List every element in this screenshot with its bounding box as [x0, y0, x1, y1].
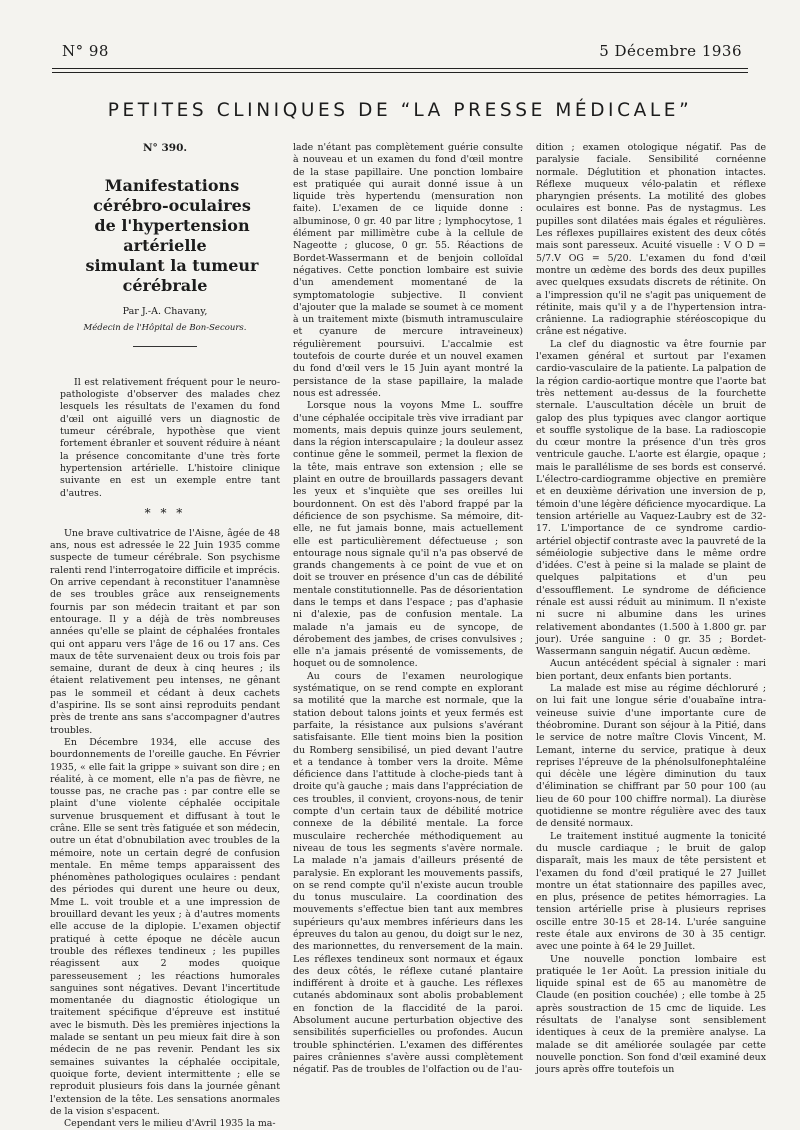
body-paragraph: Au cours de l'examen neurologique systématique, on se rend compte en explorant sa motilité que la marche est normale, que la station debout talons joints et yeux fermés est parfaite, la résistance aux pulsions s'avérant satisfaisante. Elle tient moins bien la position du Romberg sensibilisé, un pied devant l'autre et a tendance à tomber vers la droite. Même déficience dans l'attitude à cloche-pieds tant à droite qu'à gauche ; mais dans l'appréciation de ces troubles, il convient, croyons-nous, de tenir compte d'un certain taux de débilité motrice connexe de la débilité mentale. La force musculaire recherchée méthodiquement au niveau de tous les segments s'avère normale. La malade n'a jamais d'ailleurs présenté de paralysie. En explorant les mouvements passifs, on se rend compte qu'il n'existe aucun trouble du tonus musculaire. La coordination des mouvements s'effectue bien tant aux membres supérieurs qu'aux membres inférieurs dans les épreuves du talon au genou, du doigt sur le nez, des marionnettes, du renversement de la main. Les réflexes tendineux sont normaux et égaux des deux côtés, le réflexe cutané plantaire indifférent à droite et à gauche. Les réflexes cutanés abdominaux sont abolis probablement en fonction de la flaccidité de la paroi. Absolument aucune perturbation objective des sensibilités superficielles ou profondes. Aucun trouble sphinctérien. L'examen des différentes paires crâniennes s'avère aussi complètement négatif. Pas de troubles de l'olfaction ou de l'au- [293, 670, 523, 1076]
issue-number: N° 98 [62, 42, 109, 60]
article-body [50, 142, 766, 1130]
body-paragraph: Une nouvelle ponction lombaire est pratiquée le 1er Août. La pression initiale du liquide spinal est de 65 au manomètre de Claude (en position couchée) ; elle tombe à 25 après soustraction de 15 cmc de liquide. Les résultats de l'analyse sont sensiblement identiques à ceux de la première analyse. La malade se dit améliorée soulagée par cette nouvelle ponction. Son fond d'œil examiné deux jours après offre toutefois un [536, 953, 766, 1076]
author: Par J.-A. Chavany, [122, 306, 208, 318]
title-line: cérébro-oculaires [93, 196, 251, 216]
body-paragraph: La malade est mise au régime déchloruré ; on lui fait une longue série d'ouabaïne intra-veineuse suivie d'une importante cure de théobromine. Durant son séjour à la Pitié, dans le service de notre maître Clovis Vincent, M. Lemant, interne du service, pratique à deux reprises l'épreuve de la phénolsulfonephtaléine qui décèle une légère diminution du taux d'élimination se chiffrant par 50 pour 100 (au lieu de 60 pour 100 chiffre normal). La diurèse quotidienne se montre régulière avec des taux de densité normaux. [536, 683, 766, 830]
body-paragraph: La clef du diagnostic va être fournie par l'examen général et surtout par l'examen cardio-vasculaire de la patiente. La palpation de la région cardio-aortique montre que l'aorte bat très nettement au-dessus de la fourchette sternale. L'auscultation décèle un bruit de galop des plus typiques avec clangor aortique et souffle systolique de la base. La radioscopie du cœur montre la présence d'un très gros ventricule gauche. L'aorte est élargie, opaque ; mais le parallélisme de ses bords est conservé. L'électro-cardiogramme objective en première et en deuxième dérivation une inversion de p, témoin d'une légère déficience myocardique. La tension artérielle au Vaquez-Laubry est de 32-17. L'importance de ce syndrome cardio-artériel objectif contraste avec la pauvreté de la séméiologie subjective dans le même ordre d'idées. C'est à peine si la malade se plaint de quelques palpitations et d'un peu d'essoufflement. Le syndrome de déficience rénale est aussi réduit au minimum. Il n'existe ni sucre ni albumine dans les urines relativement abondantes (1.500 à 1.800 gr. par jour). Urée sanguine : 0 gr. 35 ; Bordet-Wassermann sanguin négatif. Aucun œdème. [536, 338, 766, 658]
body-paragraph: En Décembre 1934, elle accuse des bourdonnements de l'oreille gauche. En Février 1935, « elle fait la grippe » suivant son dire ; en réalité, à ce moment, elle n'a pas de fièvre, ne tousse pas, ne crache pas : par contre elle se plaint d'une violente céphalée occipitale survenue brusquement et diffusant à tout le crâne. Elle se sent très fatiguée et son médecin, outre un état d'obnubilation avec troubles de la mémoire, note un certain degré de confusion mentale. En même temps apparaissent des phénomènes pathologiques oculaires : pendant des périodes qui durent une heure ou deux, Mme L. voit trouble et a une impression de brouillard devant les yeux ; à d'autres moments elle accuse de la diplopie. L'examen objectif pratiqué à cette époque ne décèle aucun trouble des réflexes tendineux ; les pupilles réagissent aux 2 modes quoique paresseusement ; les réactions humorales sanguines sont négatives. Devant l'incertitude momentanée du diagnostic étiologique un traitement spécifique d'épreuve est institué avec le bismuth. Dès les premières injections la malade se sentant un peu mieux fait dire à son médecin de ne pas revenir. Pendant les six semaines suivantes la céphalée occipitale, quoique forte, devient intermittente ; elle se reproduit plusieurs fois dans la journée gênant l'extension de la tête. Les sensations anormales de la vision s'espacent. [50, 736, 280, 1117]
body-paragraph: Une brave cultivatrice de l'Aisne, âgée de 48 ans, nous est adressée le 22 Juin 1935 comme suspecte de tumeur cérébrale. Son psychisme ralenti rend l'interrogatoire difficile et imprécis. On arrive cependant à reconstituer l'anamnèse de ses troubles grâce aux renseignements fournis par son médecin traitant et par son entourage. Il y a déjà de très nombreuses années qu'elle se plaint de céphalées frontales qui ont apparu vers l'âge de 16 ou 17 ans. Ces maux de tête survenaient deux ou trois fois par semaine, durant de deux à cinq heures ; ils étaient relativement peu intenses, ne gênant pas le sommeil et cédant à deux cachets d'aspirine. Ils se sont ainsi reproduits pendant près de trente ans sans s'accompagner d'autres troubles. [50, 527, 280, 736]
header-rule-bottom [52, 72, 748, 73]
header-rule-top [52, 68, 748, 69]
article-number: N° 390. [142, 142, 188, 154]
column-2 [293, 142, 523, 1076]
title-line: de l'hypertension artérielle [94, 216, 250, 256]
body-paragraph: Cependant vers le milieu d'Avril 1935 la ma- [64, 1118, 276, 1130]
body-paragraph: dition ; examen otologique négatif. Pas de paralysie faciale. Sensibilité cornéenne normale. Déglutition et phonation intactes. Réflexe muqueux vélo-palatin et réflexe pharyngien présents. La motilité des globes oculaires est bonne. Pas de nystagmus. Les pupilles sont dilatées mais égales et régulières. Les réflexes pupillaires existent des deux côtés mais sont paresseux. Acuité visuelle : V O D = 5/7.V OG = 5/20. L'examen du fond d'œil montre un œdème des bords des deux pupilles avec quelques exsudats discrets de rétinite. On a l'impression qu'il ne s'agit pas uniquement de rétinite, mais qu'il y a de l'hypertension intra-crânienne. La radiographie stéréoscopique du crâne est négative. [536, 142, 766, 338]
article-title [50, 176, 280, 296]
issue-date: 5 Décembre 1936 [599, 42, 742, 60]
title-line: simulant la tumeur cérébrale [85, 256, 259, 296]
author-affiliation: Médecin de l'Hôpital de Bon-Secours. [83, 322, 247, 333]
body-paragraph: lade n'étant pas complètement guérie consulte à nouveau et un examen du fond d'œil montre de la stase papillaire. Une ponction lombaire est pratiquée qui aurait donné issue à un liquide très hypertendu (mensuration non faite). L'examen de ce liquide donne : albuminose, 0 gr. 40 par litre ; lymphocytose, 1 élément par millimètre cube à la cellule de Nageotte ; glucose, 0 gr. 55. Réactions de Bordet-Wassermann et de benjoin colloïdal négatives. Cette ponction lombaire est suivie d'un amendement momentané de la symptomatologie subjective. Il convient d'ajouter que la malade se soumet à ce moment à un traitement mixte (bismuth intramusculaire et cyanure de mercure intraveineux) régulièrement poursuivi. L'accalmie est toutefois de courte durée et un nouvel examen du fond d'œil vers le 15 Juin ayant montré la persistance de la stase papillaire, la malade nous est adressée. [293, 142, 523, 399]
body-paragraph: Lorsque nous la voyons Mme L. souffre d'une céphalée occipitale très vive irradiant par moments, mais depuis quinze jours seulement, dans la région interscapulaire ; la douleur assez continue gêne le sommeil, permet la flexion de la tête, mais entrave son extension ; elle se plaint en outre de brouillards passagers devant les yeux et s'inquiète que ses oreilles lui bourdonnent. On est dès l'abord frappé par la déficience de son psychisme. Sa mémoire, dit-elle, ne fut jamais bonne, mais actuellement elle est particulièrement défectueuse ; son entourage nous signale qu'il n'a pas observé de grands changements à ce point de vue et on doit se trouver en présence d'un cas de débilité mentale constitutionnelle. Pas de désorientation dans le temps et dans l'espace ; pas d'aphasie ni d'alexie, pas de confusion mentale. La malade n'a jamais eu de syncope, de dérobement des jambes, de crises convulsives ; elle n'a jamais présenté de vomissements, de hoquet ou de somnolence. [293, 400, 523, 670]
title-line: Manifestations [104, 176, 240, 196]
lead-paragraph: Il est relativement fréquent pour le neuro-pathologiste d'observer des malades chez lesquels les résultats de l'examen du fond d'œil ont aiguillé vers un diagnostic de tumeur cérébrale, hypothèse que vient fortement ébranler et souvent réduire à néant la présence concomitante d'une très forte hypertension artérielle. L'histoire clinique suivante en est un exemple entre tant d'autres. [60, 376, 280, 499]
column-1 [50, 142, 280, 1130]
body-paragraph: Aucun antécédent spécial à signaler : mari bien portant, deux enfants bien portants. [536, 658, 766, 682]
title-separator-rule [133, 346, 197, 347]
column-3 [536, 142, 766, 1076]
body-paragraph: Le traitement institué augmente la tonicité du muscle cardiaque ; le bruit de galop disparaît, mais les maux de tête persistent et l'examen du fond d'œil pratiqué le 27 Juillet montre un état stationnaire des papilles avec, en plus, présence de petites hémorragies. La tension artérielle prise à plusieurs reprises oscille entre 30-15 et 28-14. L'urée sanguine reste étale aux environs de 30 à 35 centigr. avec une pointe à 64 le 29 Juillet. [536, 830, 766, 953]
journal-title: PETITES CLINIQUES DE “LA PRESSE MÉDICALE” [107, 100, 693, 121]
section-separator: * * * [144, 505, 186, 520]
